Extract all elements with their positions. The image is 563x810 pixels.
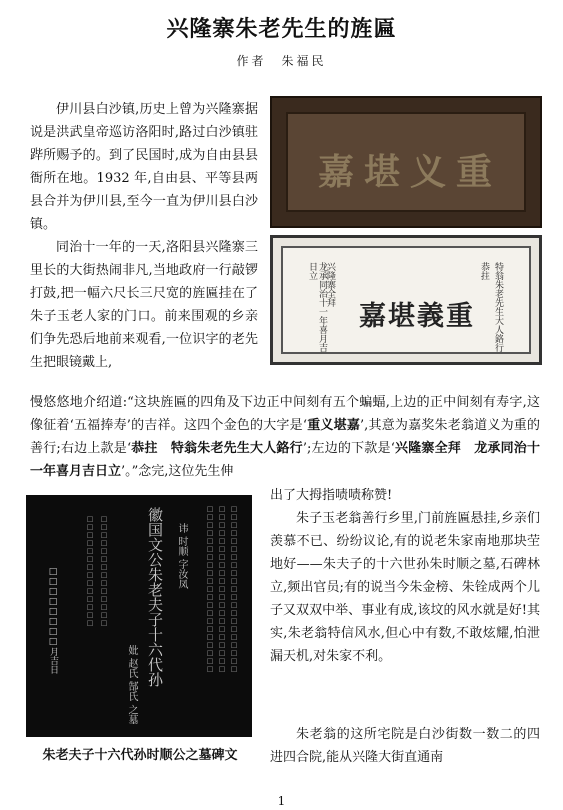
author-line: 作者 朱福民 [236, 54, 327, 68]
plaque-photo [270, 96, 542, 228]
plaque-upper-inscription: 恭拄 特翁朱老先生大人鉻行 [131, 441, 303, 456]
stele-small-col: □□□□□□□□□□□□□□□□□□□□□ [230, 505, 238, 673]
stele-sub2-text: 妣 赵氏 郜氏 之墓 [126, 645, 137, 725]
text-run: ’。”念完,这位先生伸 [121, 464, 234, 479]
plaque-photo-board [286, 112, 526, 212]
paragraph-residence: 朱老翁的这所宅院是白沙街数一数二的四进四合院,能从兴隆大街直通南 [270, 727, 540, 765]
plaque-photo-text: 嘉堪义重 [318, 151, 503, 193]
paragraph-ceremony: 同治十一年的一天,洛阳县兴隆寨三里长的大街热闹非凡,当地政府一行敲锣打鼓,把一幅六尺长三尺宽的旌匾挂在了朱子玉老人家的门口。前来围观的乡亲们争先恐后地前来观看,一位识字的老先生把眼镜戴上, [30, 240, 258, 370]
stele-caption: 朱老夫子十六代孙时顺公之墓碑文 [42, 748, 238, 763]
stele-small-col: □□□□□□□□□□□□□□□□□□□□□ [206, 505, 214, 673]
stele-small-col: □□□□□□□□□□□□□□□□□□□□□ [218, 505, 226, 673]
stele-sub-text: 讳 时顺 字汝凤 [176, 523, 187, 590]
plaque-lower-inscription: 兴隆寨全拜 龙承同治十一年喜月吉日立 [30, 441, 540, 479]
stele-date-text: □□□□□□□□月吉日 [48, 567, 58, 674]
plaque-main-text: 重义堪嘉 [306, 418, 361, 433]
text-run: ’;左边的下款是‘ [302, 441, 395, 456]
paragraph-praise: 出了大拇指啧啧称赞! [270, 488, 393, 503]
rubbing-right-col1: 恭拄 [479, 262, 489, 280]
text-run: 慢悠悠地介绍道:“这块旌匾的四角及下边正中间刻有五个蝙蝠,上边的正中间刻有寿字,这像征着‘五福捧寿’的吉祥。这四个金色的大字是‘ [30, 395, 540, 433]
stele-rubbing-image [26, 495, 252, 737]
rubbing-right-col2: 特翁朱老先生大人鉻行 [493, 262, 503, 352]
page-number: 1 [277, 794, 286, 808]
stele-small-col: □□□□□□□□□□□□□□ [86, 515, 94, 627]
stele-small-col: □□□□□□□□□□□□□□ [100, 515, 108, 627]
plaque-rubbing-image [270, 235, 542, 365]
rubbing-left-col1: 兴隆寨全拜 [325, 262, 335, 307]
rubbing-left-col2: 龙承同治十一年喜月吉日立 [307, 262, 327, 352]
paragraph-intro: 伊川县白沙镇,历史上曾为兴隆寨据说是洪武皇帝巡访洛阳时,路过白沙镇驻跸所赐予的。到了民国时,成为自由县县衙所在地。1932 年,自由县、平等县两县合并为伊川县,至今一直为伊川县白沙镇。 [30, 102, 258, 232]
rubbing-center-text: 嘉堪義重 [359, 301, 475, 332]
article-title: 兴隆寨朱老先生的旌匾 [166, 16, 397, 42]
stele-main-text: 徽国文公朱老夫子十六代孙 [146, 507, 164, 687]
plaque-rubbing-frame [281, 246, 531, 354]
text-run: ’,其意为嘉奖朱老翁道义为重的善行;右边上款是‘ [30, 418, 540, 456]
paragraph-plaque-description [30, 391, 540, 483]
paragraph-fengshui: 朱子玉老翁善行乡里,门前旌匾悬挂,乡亲们羡慕不已、纷纷议论,有的说老朱家南地那块茔地好——朱夫子的十六世孙朱时顺之墓,石碑林立,频出官员;有的说当今朱金榜、朱铨成两个儿子又双双中举、事业有成,该坟的风水就是好!其实,朱老翁特信风水,但心中有数,不敢炫耀,怕泄漏天机,对朱家不利。 [270, 511, 540, 664]
